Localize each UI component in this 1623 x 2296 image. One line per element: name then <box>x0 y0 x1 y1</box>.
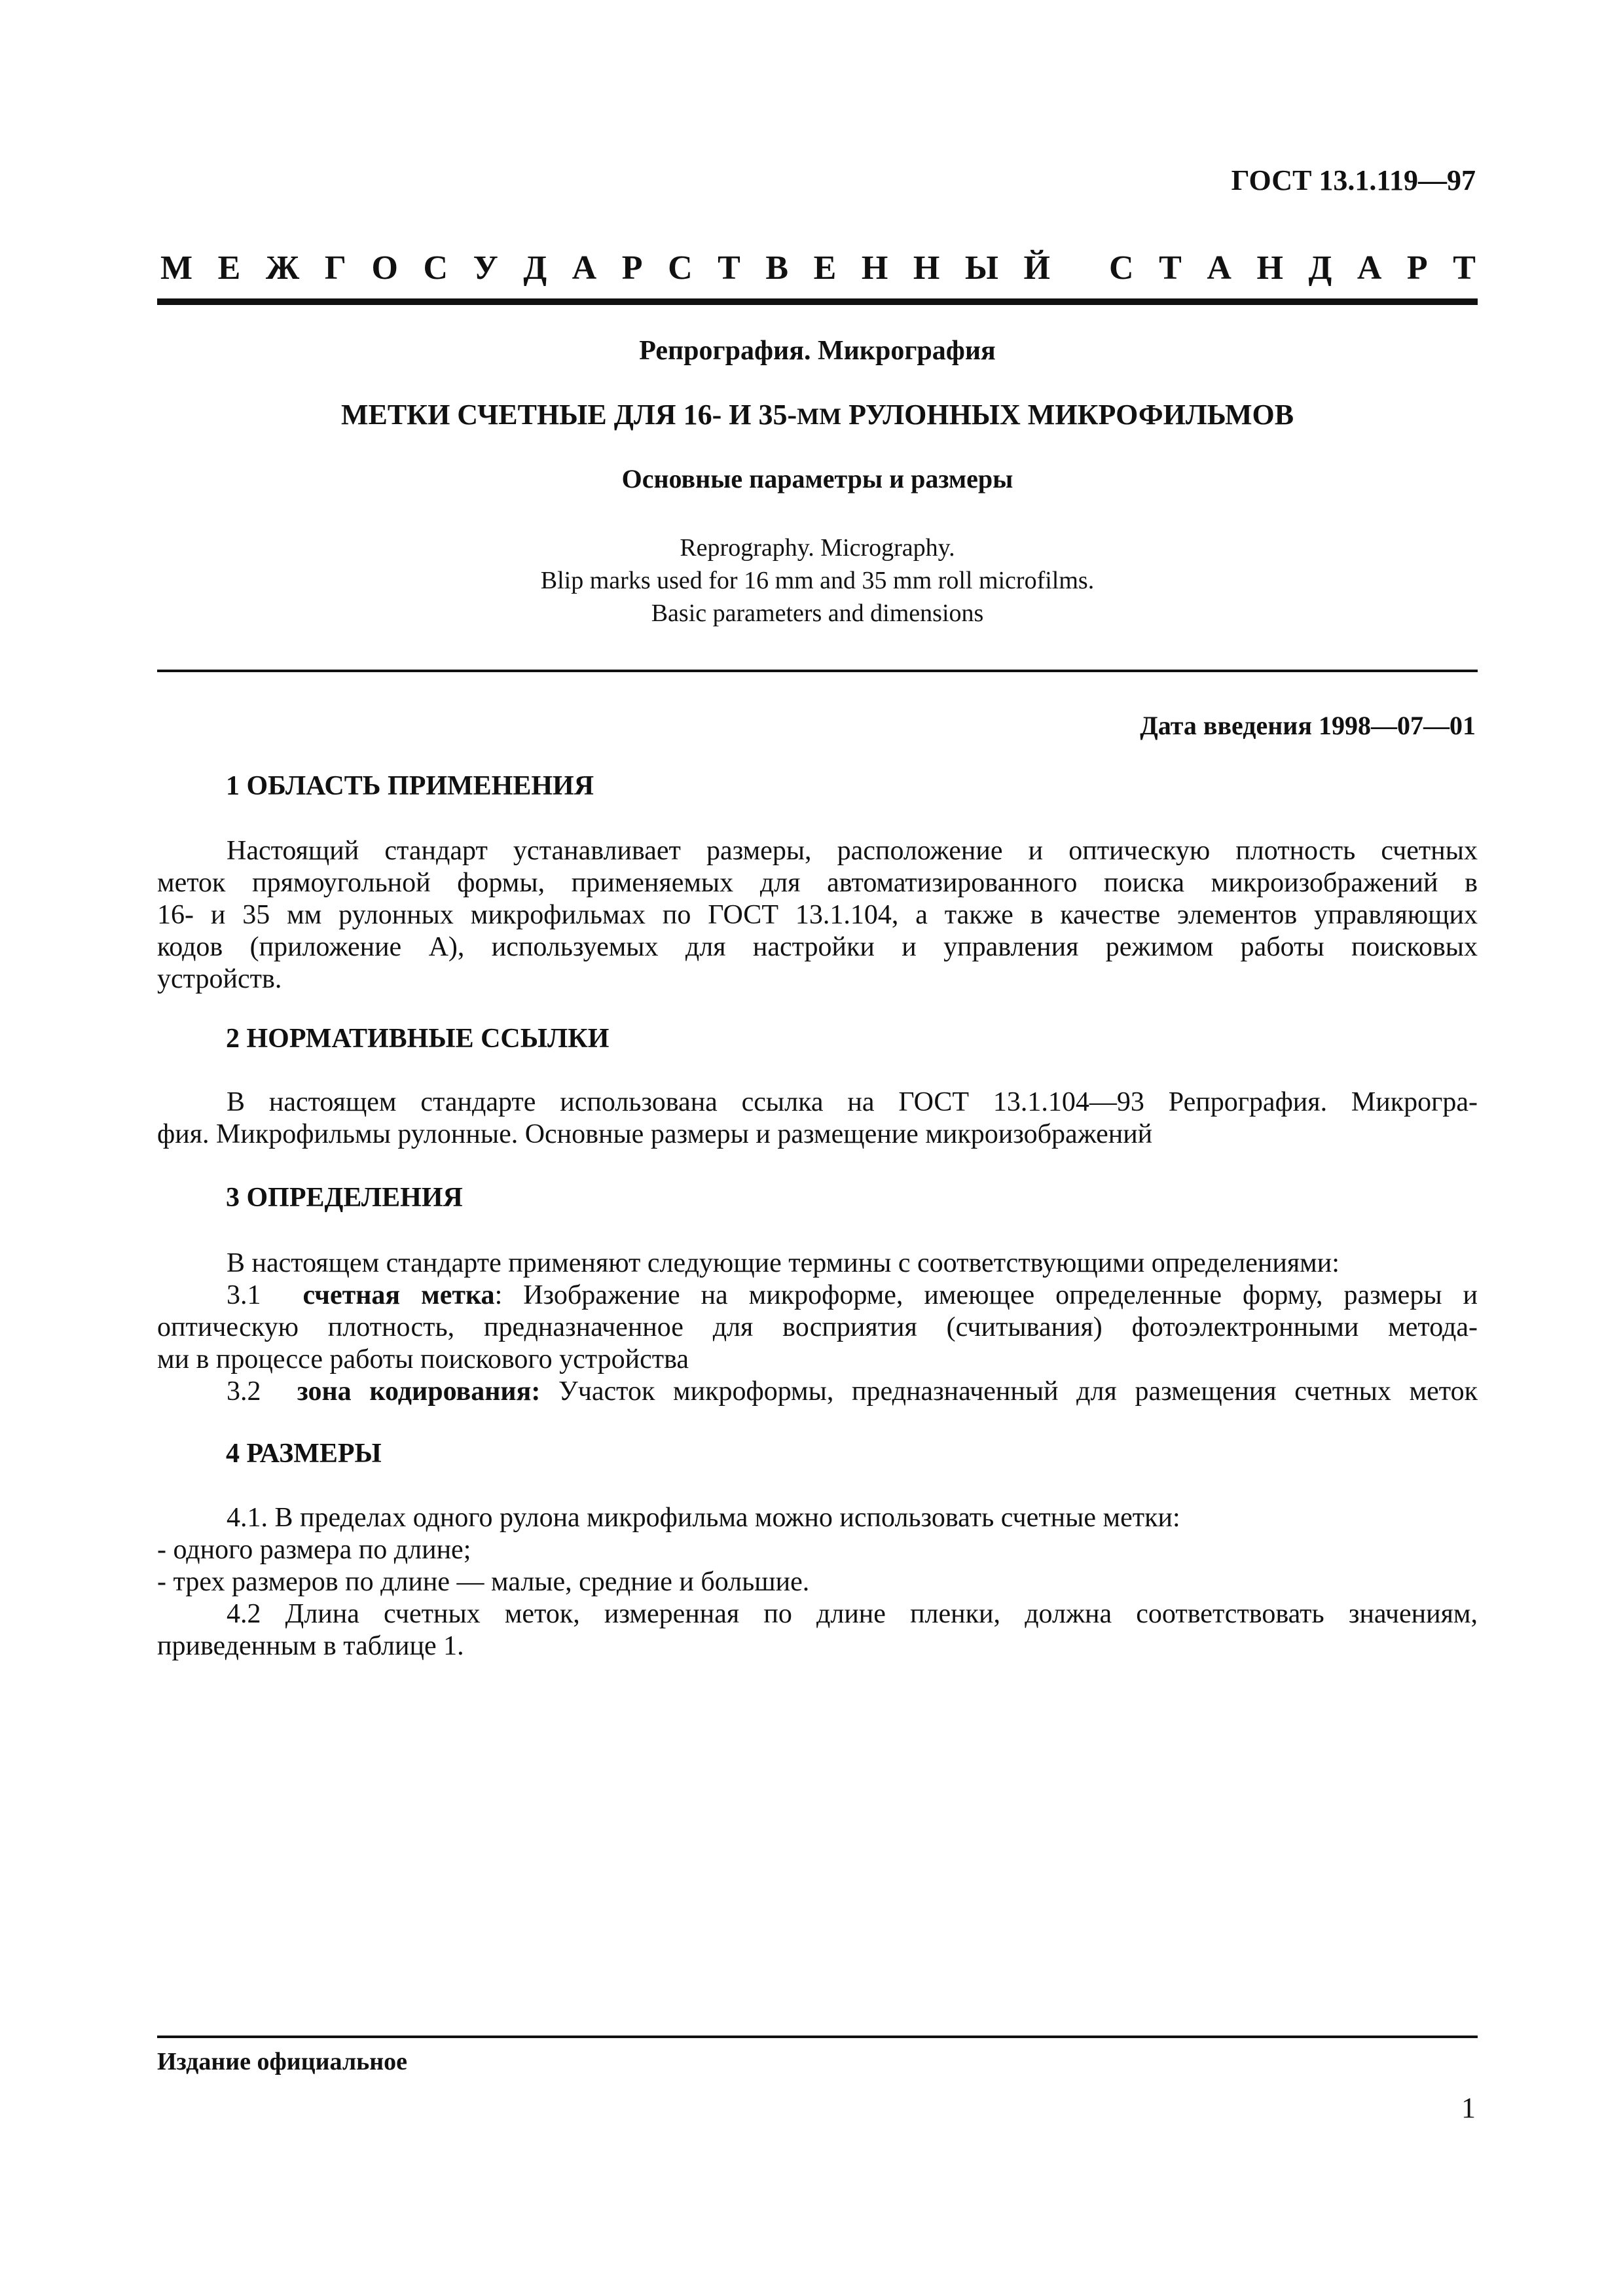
banner-letter: Е <box>217 249 241 287</box>
official-edition-label: Издание официальное <box>157 2048 408 2075</box>
section-2-heading: 2 НОРМАТИВНЫЕ ССЫЛКИ <box>226 1024 610 1054</box>
paragraph-line: ми в процессе работы поискового устройства <box>157 1344 689 1374</box>
term-definition: : Изображение на микроформе, имеющее определенные форму, размеры и <box>494 1280 1478 1310</box>
term-name: зона кодирования: <box>297 1376 541 1407</box>
banner-letter: М <box>160 249 193 287</box>
paragraph-line: В настоящем стандарте использована ссылка на ГОСТ 13.1.104—93 Репрография. Микрогра- <box>227 1087 1478 1117</box>
banner-letter: Ж <box>265 249 300 287</box>
paragraph-line: Настоящий стандарт устанавливает размеры, расположение и оптическую плотность счетных <box>227 836 1478 866</box>
banner-letter: Г <box>324 249 346 287</box>
banner-letter: Р <box>621 249 643 287</box>
english-title <box>157 531 1478 630</box>
banner-gap <box>1075 249 1084 287</box>
banner-letter: Т <box>1159 249 1182 287</box>
banner-letter: Д <box>1308 249 1332 287</box>
section-4-heading: 4 РАЗМЕРЫ <box>226 1439 382 1469</box>
term-definition-line <box>157 1280 1478 1312</box>
banner-letter: Т <box>1453 249 1476 287</box>
paragraph-line: устройств. <box>157 964 282 994</box>
params-title: Основные параметры и размеры <box>621 464 1013 493</box>
introduction-date: Дата введения 1998—07—01 <box>1140 711 1476 740</box>
banner-letter: Е <box>813 249 837 287</box>
section-3-paragraph <box>157 1247 1478 1408</box>
term-number: 3.2 <box>227 1376 261 1407</box>
section-2-paragraph <box>157 1086 1478 1151</box>
banner-letter: Т <box>718 249 740 287</box>
banner-letter: А <box>1357 249 1382 287</box>
banner-letter: А <box>572 249 597 287</box>
banner-letter: Н <box>913 249 940 287</box>
banner-letter: Д <box>523 249 547 287</box>
term-definition: Участок микроформы, предназначенный для размещения счетных меток <box>540 1376 1478 1407</box>
subtitle: Репрография. Микрография <box>639 336 996 366</box>
list-item: - трех размеров по длине — малые, средние и большие. <box>157 1567 810 1597</box>
paragraph-line: 4.2 Длина счетных меток, измеренная по длине пленки, должна соответствовать значениям, <box>227 1599 1478 1629</box>
main-title-part-a: МЕТКИ СЧЕТНЫЕ ДЛЯ 16- И 35- <box>340 399 797 431</box>
banner-letter: Ы <box>964 249 998 287</box>
section-4-paragraph <box>157 1502 1478 1662</box>
paragraph-line: меток прямоугольной формы, применяемых для автоматизированного поиска микроизображений в <box>157 868 1478 898</box>
paragraph-line: кодов (приложение А), используемых для настройки и управления режимом работы поисковых <box>157 932 1478 962</box>
page-number: 1 <box>1461 2092 1476 2124</box>
term-name: счетная метка <box>302 1280 495 1310</box>
banner-letter: А <box>1207 249 1231 287</box>
paragraph-line: 4.1. В пределах одного рулона микрофильма можно использовать счетные метки: <box>227 1503 1180 1533</box>
section-1-heading: 1 ОБЛАСТЬ ПРИМЕНЕНИЯ <box>226 771 594 801</box>
header-rule <box>157 298 1478 305</box>
banner-letter: Й <box>1023 249 1050 287</box>
paragraph-line: оптическую плотность, предназначенное для восприятия (считывания) фотоэлектронными метода- <box>157 1312 1478 1342</box>
section-3-heading: 3 ОПРЕДЕЛЕНИЯ <box>226 1183 463 1213</box>
english-title-line: Blip marks used for 16 mm and 35 mm roll microfilms. <box>540 567 1095 594</box>
paragraph-line: приведенным в таблице 1. <box>157 1631 464 1661</box>
interstate-standard-banner <box>160 249 1476 287</box>
english-title-line: Basic parameters and dimensions <box>651 600 984 627</box>
document-number: ГОСТ 13.1.119—97 <box>1231 164 1476 196</box>
banner-letter: У <box>473 249 498 287</box>
banner-letter: Р <box>1406 249 1428 287</box>
term-definition-line <box>157 1376 1478 1408</box>
main-title-unit: ММ <box>797 403 842 429</box>
paragraph-line: В настоящем стандарте применяют следующие термины с соответствующими определениями: <box>227 1248 1340 1278</box>
list-item: - одного размера по длине; <box>157 1535 471 1565</box>
banner-letter: С <box>1109 249 1134 287</box>
banner-letter: Н <box>861 249 888 287</box>
banner-letter: В <box>765 249 789 287</box>
english-title-line: Reprography. Micrography. <box>680 534 955 562</box>
title-rule <box>157 670 1478 672</box>
section-1-paragraph <box>157 835 1478 996</box>
main-title <box>157 398 1478 431</box>
banner-letter: Н <box>1256 249 1283 287</box>
main-title-part-b: РУЛОННЫХ МИКРОФИЛЬМОВ <box>841 399 1294 431</box>
banner-letter: С <box>668 249 693 287</box>
footer-rule <box>157 2036 1478 2038</box>
paragraph-line: 16- и 35 мм рулонных микрофильмах по ГОСТ 13.1.104, а также в качестве элементов управляющих <box>157 900 1478 930</box>
paragraph-line: фия. Микрофильмы рулонные. Основные размеры и размещение микроизображений <box>157 1119 1153 1149</box>
banner-letter: О <box>371 249 398 287</box>
term-number: 3.1 <box>227 1280 261 1310</box>
banner-letter: С <box>423 249 448 287</box>
